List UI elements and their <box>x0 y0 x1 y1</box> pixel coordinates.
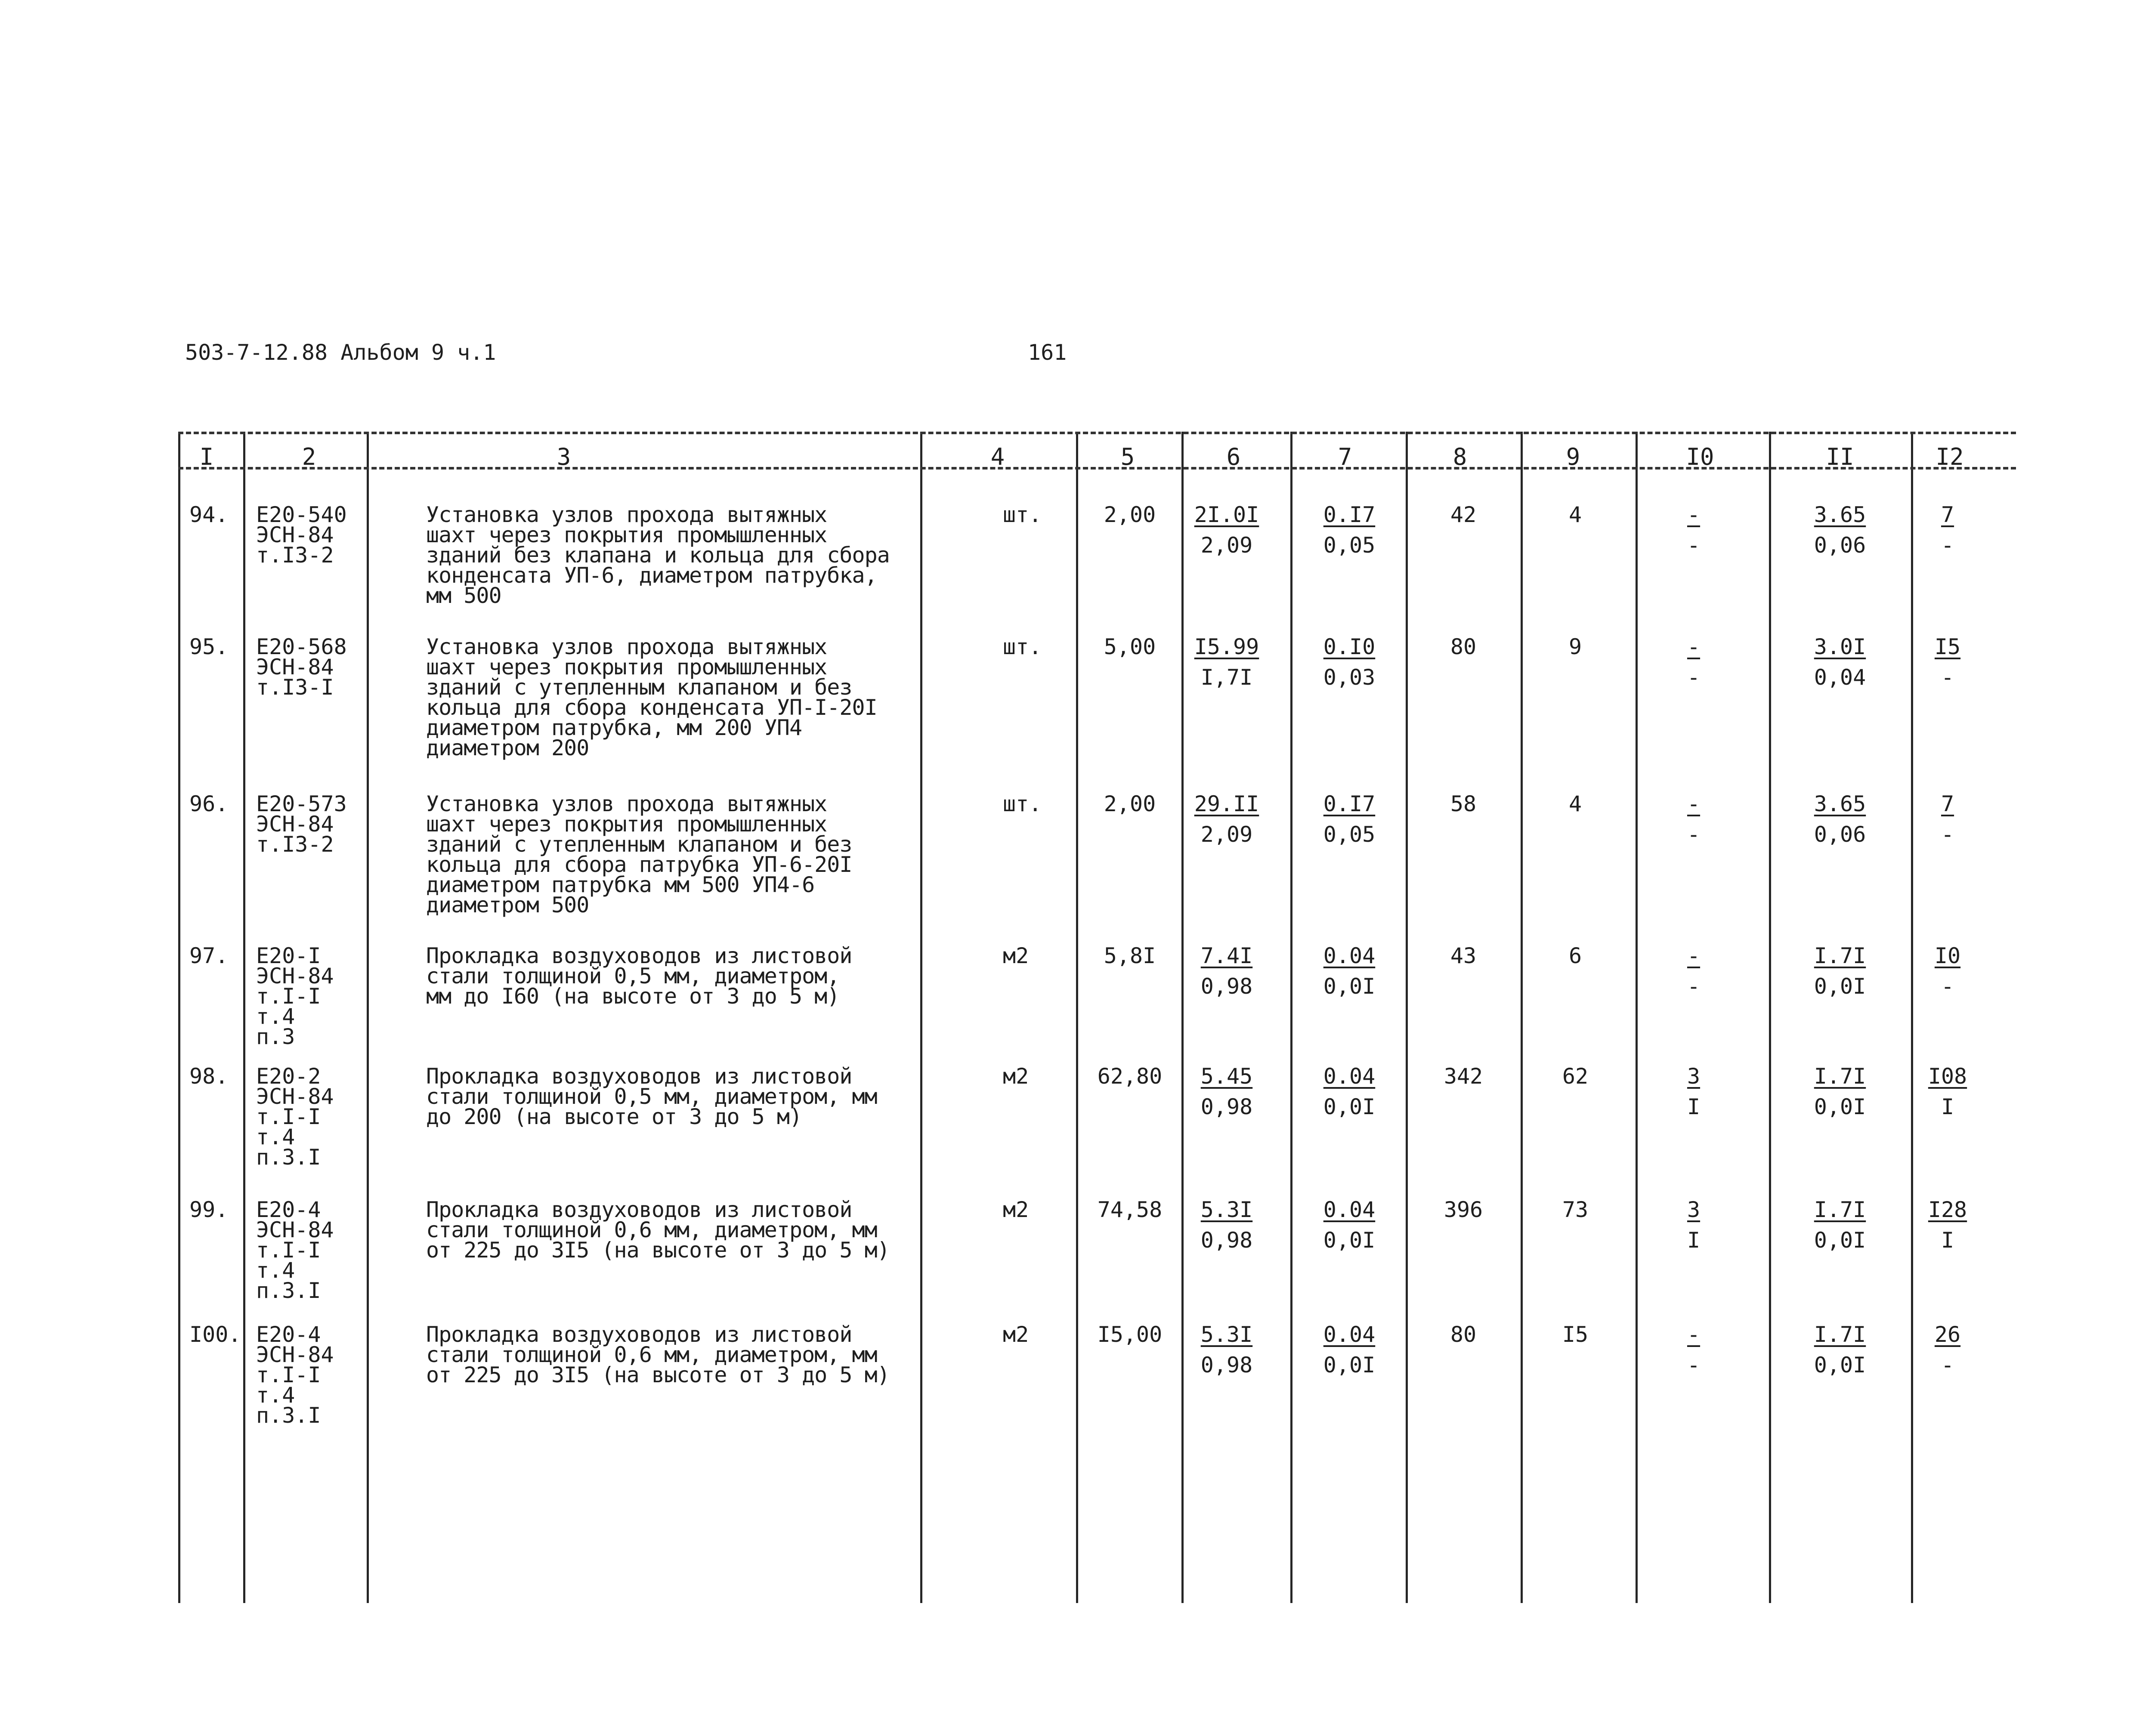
fraction-denominator: - <box>1687 665 1701 690</box>
fraction-denominator: 2,09 <box>1200 533 1253 558</box>
fraction-numerator: 0.I7 <box>1323 502 1376 527</box>
cell-unit: шт. <box>1003 502 1042 527</box>
fraction-denominator: - <box>1687 822 1701 847</box>
cell-c11 <box>1814 1197 1866 1253</box>
cell-c7 <box>1323 1322 1376 1378</box>
fraction-numerator: 29.II <box>1194 791 1259 816</box>
cell-c6 <box>1194 502 1259 558</box>
cell-c6 <box>1194 791 1259 847</box>
cell-code: Е20-568 ЭСН-84 т.I3-I <box>256 634 347 700</box>
fraction-numerator: 5.3I <box>1200 1197 1253 1222</box>
fraction-numerator: I0 <box>1934 943 1961 968</box>
cell-c10 <box>1687 634 1701 690</box>
cell-c6 <box>1201 1066 1252 1117</box>
cell-c6 <box>1200 943 1253 999</box>
fraction-denominator: I,7I <box>1200 665 1253 690</box>
cell-c8: 80 <box>1450 1322 1477 1347</box>
column-divider <box>1911 432 1913 1603</box>
column-number: 7 <box>1338 443 1352 470</box>
cell-desc: Прокладка воздуховодов из листовой стали толщиной 0,5 мм, диаметром, мм до I60 (на высоте от 3 до 5 м) <box>426 943 852 1009</box>
column-divider <box>1290 432 1292 1603</box>
fraction-numerator: 7.4I <box>1200 943 1253 968</box>
cell-desc: Установка узлов прохода вытяжных шахт через покрытия промышленных зданий с утепленным клапаном и без кольца для сбора конденсата УП-I-20I диаметром патрубка, мм 200 УП4 диаметром 200 <box>426 634 877 760</box>
cell-qty: 5,8I <box>1104 943 1156 968</box>
fraction-denominator: - <box>1687 533 1701 558</box>
fraction-numerator: 2I.0I <box>1194 502 1259 527</box>
cell-qty: I5,00 <box>1097 1322 1163 1347</box>
cell-c8: 43 <box>1450 943 1477 968</box>
fraction-denominator: - <box>1687 1353 1701 1378</box>
fraction-denominator: 0,03 <box>1323 665 1376 690</box>
cell-no: 95. <box>189 634 229 659</box>
column-divider <box>1521 432 1523 1603</box>
cell-c7 <box>1323 791 1376 847</box>
fraction-numerator: 3 <box>1687 1197 1701 1222</box>
fraction-numerator: 3.65 <box>1814 791 1866 816</box>
fraction-numerator: 0.04 <box>1323 1322 1376 1347</box>
cell-qty: 2,00 <box>1104 502 1156 527</box>
cell-code: Е20-573 ЭСН-84 т.I3-2 <box>256 791 347 857</box>
cell-unit: м2 <box>1003 1064 1029 1089</box>
cell-c9: I5 <box>1562 1322 1589 1347</box>
cell-c7 <box>1323 634 1376 690</box>
fraction-numerator: 0.I0 <box>1323 634 1376 659</box>
fraction-numerator: 5.45 <box>1200 1064 1253 1089</box>
cell-c10 <box>1687 502 1701 558</box>
fraction-numerator: - <box>1687 634 1701 659</box>
cell-no: 94. <box>189 502 229 527</box>
cell-c9: 9 <box>1568 634 1582 659</box>
column-divider <box>367 432 369 1603</box>
fraction-numerator: I08 <box>1928 1064 1967 1089</box>
cell-no: 99. <box>189 1197 229 1222</box>
fraction-denominator: - <box>1941 1353 1954 1378</box>
cell-c9: 4 <box>1568 502 1582 527</box>
fraction-numerator: I5 <box>1934 634 1961 659</box>
fraction-denominator: 0,0I <box>1323 1094 1376 1119</box>
fraction-numerator: 0.04 <box>1323 1064 1376 1089</box>
fraction-denominator: 0,0I <box>1814 1353 1866 1378</box>
fraction-denominator: 0,0I <box>1814 1228 1866 1253</box>
document-code: 503-7-12.88 Альбом 9 ч.1 <box>185 340 496 365</box>
cell-c11 <box>1814 1322 1866 1378</box>
cell-c10 <box>1687 1322 1701 1378</box>
cell-c6 <box>1200 1322 1253 1378</box>
fraction-numerator: 0.04 <box>1323 1197 1376 1222</box>
cell-c9: 6 <box>1568 943 1582 968</box>
fraction-denominator: 0,98 <box>1200 1228 1253 1253</box>
fraction-numerator: 26 <box>1934 1322 1961 1347</box>
column-number: 2 <box>302 443 316 470</box>
cell-code: Е20-4 ЭСН-84 т.I-I т.4 п.3.I <box>256 1197 334 1303</box>
header-dash-line <box>178 432 2016 434</box>
fraction-denominator: 0,04 <box>1814 665 1866 690</box>
cell-c12 <box>1934 1322 1961 1378</box>
cell-c7 <box>1323 502 1376 558</box>
cell-c9: 62 <box>1562 1064 1589 1089</box>
fraction-numerator: 7 <box>1941 502 1954 527</box>
cell-no: 98. <box>189 1064 229 1089</box>
fraction-denominator: 0,05 <box>1323 533 1376 558</box>
fraction-denominator: 0,0I <box>1323 1353 1376 1378</box>
cell-c8: 42 <box>1450 502 1477 527</box>
cell-code: Е20-4 ЭСН-84 т.I-I т.4 п.3.I <box>256 1322 334 1428</box>
fraction-denominator: 0,05 <box>1323 822 1376 847</box>
fraction-numerator: 3.0I <box>1814 634 1866 659</box>
cell-c9: 73 <box>1562 1197 1589 1222</box>
cell-code: Е20-I ЭСН-84 т.I-I т.4 п.3 <box>256 943 334 1049</box>
fraction-denominator: 0,0I <box>1814 1094 1866 1119</box>
fraction-numerator: - <box>1687 791 1701 816</box>
column-number: 4 <box>990 443 1005 470</box>
cell-c12 <box>1934 943 1961 999</box>
cell-no: I00. <box>189 1322 241 1347</box>
cell-c10 <box>1687 943 1701 999</box>
cell-c7 <box>1323 1066 1375 1117</box>
cell-no: 96. <box>189 791 229 816</box>
column-divider <box>1769 432 1771 1603</box>
fraction-numerator: 3.65 <box>1814 502 1866 527</box>
fraction-denominator: - <box>1941 974 1954 999</box>
fraction-denominator: I <box>1687 1094 1701 1119</box>
cell-c11 <box>1814 502 1866 558</box>
cell-code: Е20-540 ЭСН-84 т.I3-2 <box>256 502 347 568</box>
cell-c12 <box>1934 634 1961 690</box>
fraction-numerator: - <box>1687 1322 1701 1347</box>
cell-qty: 5,00 <box>1104 634 1156 659</box>
column-divider <box>1636 432 1638 1603</box>
column-divider <box>1181 432 1184 1603</box>
fraction-numerator: I.7I <box>1814 1322 1866 1347</box>
fraction-denominator: 0,98 <box>1200 974 1253 999</box>
cell-unit: шт. <box>1003 791 1042 816</box>
column-divider <box>178 432 180 1603</box>
fraction-denominator: 0,98 <box>1200 1353 1253 1378</box>
fraction-numerator: I.7I <box>1814 1197 1866 1222</box>
cell-c9: 4 <box>1568 791 1582 816</box>
column-divider <box>1406 432 1408 1603</box>
fraction-denominator: 0,06 <box>1814 533 1866 558</box>
cell-c10 <box>1687 791 1701 847</box>
cell-qty: 62,80 <box>1097 1064 1163 1089</box>
cell-c8: 58 <box>1450 791 1477 816</box>
fraction-numerator: - <box>1687 502 1701 527</box>
fraction-denominator: - <box>1687 974 1701 999</box>
fraction-denominator: 0,0I <box>1323 974 1376 999</box>
column-number: I <box>199 443 214 470</box>
fraction-denominator: - <box>1941 665 1954 690</box>
fraction-numerator: 3 <box>1687 1064 1701 1089</box>
cell-c10 <box>1687 1066 1700 1117</box>
column-number: 5 <box>1120 443 1135 470</box>
cell-c8: 342 <box>1444 1064 1483 1089</box>
fraction-numerator: I28 <box>1928 1197 1967 1222</box>
cell-desc: Прокладка воздуховодов из листовой стали толщиной 0,6 мм, диаметром, мм от 225 до 3I5 (на высоте от 3 до 5 м) <box>426 1197 890 1263</box>
column-divider <box>1076 432 1078 1603</box>
cell-unit: м2 <box>1003 1197 1029 1222</box>
column-divider <box>243 432 245 1603</box>
cell-qty: 2,00 <box>1104 791 1156 816</box>
fraction-denominator: 0,0I <box>1323 1228 1376 1253</box>
fraction-numerator: - <box>1687 943 1701 968</box>
cell-desc: Прокладка воздуховодов из листовой стали толщиной 0,5 мм, диаметром, мм до 200 (на высоте от 3 до 5 м) <box>426 1064 877 1129</box>
header-dash-line <box>178 467 2016 470</box>
cell-c10 <box>1687 1197 1701 1253</box>
fraction-denominator: 0,98 <box>1200 1094 1253 1119</box>
fraction-numerator: 0.I7 <box>1323 791 1376 816</box>
column-number: 9 <box>1566 443 1580 470</box>
cell-qty: 74,58 <box>1097 1197 1163 1222</box>
cell-code: Е20-2 ЭСН-84 т.I-I т.4 п.3.I <box>256 1064 334 1170</box>
cell-c6 <box>1200 1197 1253 1253</box>
fraction-denominator: 0,06 <box>1814 822 1866 847</box>
cell-c8: 396 <box>1444 1197 1483 1222</box>
column-number: I2 <box>1936 443 1964 470</box>
fraction-denominator: 2,09 <box>1200 822 1253 847</box>
cell-c12 <box>1941 791 1954 847</box>
column-divider <box>920 432 922 1603</box>
fraction-numerator: 5.3I <box>1200 1322 1253 1347</box>
column-number: 8 <box>1453 443 1467 470</box>
cell-c12 <box>1941 502 1954 558</box>
fraction-denominator: 0,0I <box>1814 974 1866 999</box>
fraction-numerator: 7 <box>1941 791 1954 816</box>
cell-no: 97. <box>189 943 229 968</box>
fraction-denominator: I <box>1687 1228 1701 1253</box>
cell-unit: шт. <box>1003 634 1042 659</box>
column-number: 6 <box>1226 443 1241 470</box>
page-number: 161 <box>1028 340 1067 365</box>
cell-unit: м2 <box>1003 943 1029 968</box>
column-number: II <box>1826 443 1854 470</box>
cell-c8: 80 <box>1450 634 1477 659</box>
cell-c11 <box>1814 1066 1866 1117</box>
cell-c12 <box>1928 1197 1967 1253</box>
fraction-numerator: I.7I <box>1814 943 1866 968</box>
fraction-denominator: - <box>1941 533 1954 558</box>
column-number: 3 <box>557 443 571 470</box>
cell-unit: м2 <box>1003 1322 1029 1347</box>
cell-c7 <box>1323 1197 1376 1253</box>
cell-c11 <box>1814 791 1866 847</box>
fraction-numerator: 0.04 <box>1323 943 1376 968</box>
cell-c12 <box>1928 1066 1967 1117</box>
cell-c11 <box>1814 634 1866 690</box>
cell-c7 <box>1323 943 1376 999</box>
fraction-denominator: - <box>1941 822 1954 847</box>
fraction-numerator: I5.99 <box>1194 634 1259 659</box>
fraction-denominator: I <box>1941 1094 1954 1119</box>
column-number: I0 <box>1686 443 1714 470</box>
cell-desc: Прокладка воздуховодов из листовой стали толщиной 0,6 мм, диаметром, мм от 225 до 3I5 (на высоте от 3 до 5 м) <box>426 1322 890 1387</box>
fraction-numerator: I.7I <box>1814 1064 1866 1089</box>
cell-desc: Установка узлов прохода вытяжных шахт через покрытия промышленных зданий с утепленным клапаном и без кольца для сбора патрубка УП-6-20I диаметром патрубка мм 500 УП4-6 диаметром 500 <box>426 791 852 917</box>
cell-c11 <box>1814 943 1866 999</box>
fraction-denominator: I <box>1941 1228 1954 1253</box>
cell-c6 <box>1194 634 1259 690</box>
cell-desc: Установка узлов прохода вытяжных шахт через покрытия промышленных зданий без клапана и кольца для сбора конденсата УП-6, диаметром патрубка, мм 500 <box>426 502 890 608</box>
